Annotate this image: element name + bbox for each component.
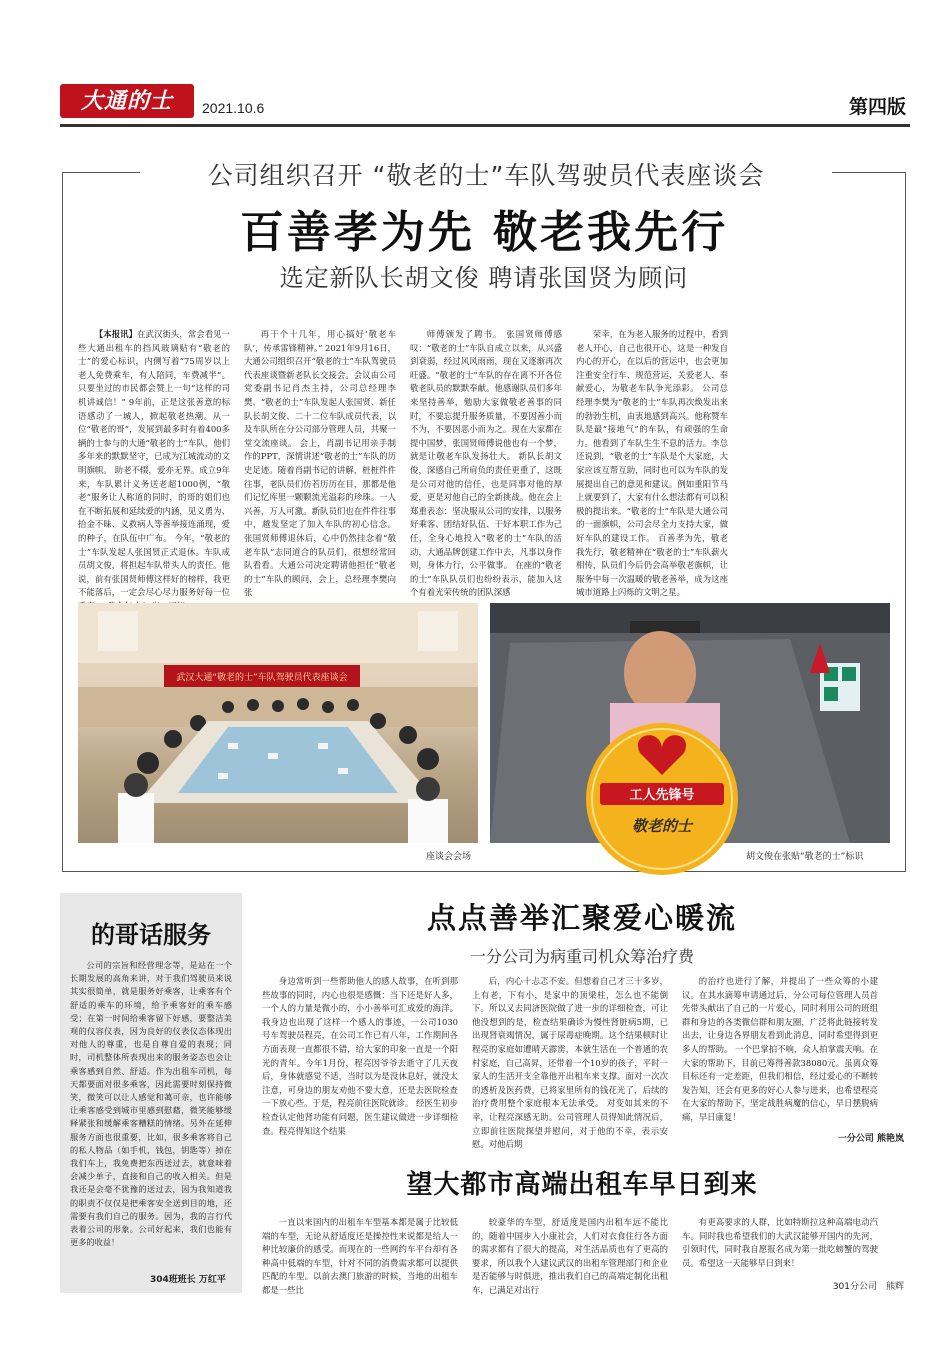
lead-column-3: 师傅颁发了聘书。 张国贤师傅感叹：“敬老的士”车队自成立以来，从兴盛到衰弱，经过风风雨雨，现在又逐渐再次旺盛。“敬老的士”车队的存在离不开各位敬老队员的默默奉献。他感谢队员们多年来坚持善举，勉励大家做敬老善事的同时，不要忘提升服务质量，不要因善小而不为，不要因恶小而为之。现在大家都在提中国梦，张国贤师傅说他也有一个梦，就是让敬老车队发扬壮大。 新队长胡文俊，深感自己所肩负的责任更重了，这既是公司对他的信任，也是同事对他的厚爱，更是对他自己的全新挑战。他在会上郑重表态：坚决服从公司的安排，以服务好乘客、团结好队伍、干好本职工作为己任，全身心地投入“敬老的士”车队的活动，大通品牌创建工作中去，凡事以身作则，身体力行，公平做事。 在座的“敬老的士”车队队员们也纷纷表示，能加入这个有着光荣传统的团队深感 — [410, 329, 562, 598]
sidebar-byline: 304班班长 万红平 — [150, 1275, 226, 1285]
story3-column-2: 较豪华的车型，舒适度是国内出租车远不能比的，随着中国步入小康社会，人们对衣食住行各方面的需求都有了很大的提高，对生活品质也有了更高的要求，所以我个人建议武汉的出租车管理部门和企业是否能够与时俱进，推出我们自己的高端定制化出租车，已满足对出行 — [472, 1217, 668, 1295]
badge-top-text: 工人先锋号 — [629, 788, 695, 803]
lead-headline: 百善孝为先 敬老我先行 — [239, 207, 729, 258]
story2-column-2: 后，内心十忐忑不安。但想着自己才三十多岁，上有老，下有小，是家中的顶梁柱，怎么也不能倒下。所以又去同济医院做了进一步的详细检查，可让他没想到的是，检查结果确诊为慢性肾脏病5期，已出现肾衰竭情况，属于尿毒症晚期。这个结果顿时让程亮的家庭如遭晴天霹雳，本就生活在一个普通的农村家庭，自己高昇，还带着一个10岁的孩子，平时一家人的生活开支全靠他开出租车来支撑。面对一次次的透析及医药费，已将家里所有的钱花光了，后续的治疗费用整个家庭根本无法承受。 对变如其来的不幸，让程亮深感无助。公司管理人员得知此情况后，立即前往医院探望并慰问，对于他的不幸，表示安慰。对他后期 — [472, 976, 668, 1150]
story3-body — [262, 1216, 906, 1300]
edition-label: 第四版 — [848, 96, 906, 118]
lead-kicker: 公司组织召开 “敬老的士”车队驾驶员代表座谈会 — [207, 161, 765, 190]
lead-column-1: 【本报讯】在武汉街头，常会看见一些大通出租车的挡风玻璃贴有“敬老的士”的爱心标识，内侧写着“75周岁以上老人免费乘车，有人陪同，车费减半”。只要坐过的市民都会赞上一句“这样的司机讲诚信！” 9年前，正是这张善意的标语感动了一城人，掀起敬老热潮。从一位“敬老的哥”，发展到最多时有着400多辆的士参与的大通“敬老的士”车队，他们多年来的默默坚守，已成为江城流动的文明旗帜。 助老不辍，爱亦无界。成立9年来，车队累计义务送老超1000例，“敬老”服务让人称道的同时，的哥的姐们也在不断拓展和延续爱的内涵，见义勇为、拾金不昧、义救病人等善举接连涌现，爱的种子，在队伍中广布。 今年，“敬老的士”车队发起人张国贤正式退休。车队成员胡文俊，将担起车队带头人的责任。他说，前有张国贤师傅这样好的榜样，我更不能落后，一定会尽心尽力服务好每一位 — [78, 329, 231, 598]
story3-column-3: 有更高要求的人群，比如特斯拉这种高端电动汽车。同时我也希望我们的大武汉能够开国内的先河，引领时代，同时我自愿报名成为第一批吃螃蟹的驾驶员。希望这一天能够早日到来！ — [682, 1217, 878, 1268]
frame-top-line-left — [62, 172, 140, 173]
story3-column-1: 一直以来国内的出租车车型基本都是属于比较低端的车型，无论从舒适度还是操控性来说都是给人一种比较廉价的感受。而现在的一些网约车平台却有各种高中低端的车型，针对不同的消费需求都可以提供匹配的车型。以前去澳门旅游的时候，当地的出租车都是一些比 — [262, 1217, 458, 1295]
meeting-room-photo — [78, 603, 478, 843]
sidebar-body: 公司的宗旨和经营理念等，是站在一个长期发展的高角来讲，对于我们驾驶员来说其实很简单，就是服务好乘客，让乘客有个舒适的乘车的环境，给予乘客好的乘车感受；在第一时间给乘客留下好感，要整洁美观的仪容仪表，因为良好的仪表仪态体现出对他人的尊重，也是自尊自爱的表现；同时，司机整体所表现出来的服务姿态也会让乘客感到自然、舒适。作为出租车司机，每天都要面对很多乘客，因此需要时刻保持微笑，微笑可以让人感觉和蔼可亲，也许能够让乘客感受到城市里感到慰藉，微笑能够缓释紧张和缓解乘客糟糕的情绪。另外在延伸服务方面也很重要，比如，很多乘客将自己的私人物品（如手机，钱包，钥匙等）掉在我们车上，我免费把东西送过去，就意味着会减少单子，直接和自己的收入相关。但是我还是会毫不犹豫的送过去，因为我知道我的职责不仅仅是把乘客安全送到目的地，还需要有我们自己的服务。因为，我的言行代表着公司的形象。公司好起来，我们也能有更多的收益！ — [70, 960, 232, 1248]
photo1-caption: 座谈会会场 — [426, 852, 472, 862]
sidebar-title: 的哥话服务 — [91, 921, 211, 949]
issue-date: 2021.10.6 — [202, 100, 265, 116]
story3-byline: 301分公司 熊辉 — [832, 1282, 904, 1292]
story3-headline: 望大都市高端出租车早日到来 — [406, 1170, 758, 1200]
badge-bottom-text: 敬老的士 — [631, 817, 693, 835]
newspaper-logo: 大通的士 — [60, 84, 194, 118]
story2-body — [262, 975, 906, 1151]
lead-subhead: 选定新队长胡文俊 聘请张国贤为顾问 — [279, 264, 689, 292]
photo2-caption: 胡文俊在张贴“敬老的士”标识 — [746, 852, 864, 862]
story2-subhead: 一分公司为病重司机众筹治疗费 — [469, 947, 694, 966]
lead-body — [78, 328, 892, 600]
driver-badge-photo — [490, 603, 890, 843]
frame-top-line-right — [832, 172, 906, 173]
story2-byline: 一分公司 熊艳岚 — [837, 1134, 904, 1144]
meeting-banner-text: 武汉大通“敬老的士”车队驾驶员代表座谈会 — [176, 673, 348, 683]
news-tag: 【本报讯】 — [94, 329, 138, 339]
masthead-rule — [60, 124, 910, 127]
masthead — [60, 78, 910, 124]
story2-column-3: 的治疗也进行了解，并提出了一些众筹的小建议。在其水滴筹申请通过后，分公司每位管理人员首先带头献出了自己的一片爱心，同时利用公司的班组群和身边的各类微信群和朋友圈，广泛将此链接转发出去，让身边各界朋友看到此消息，同时希望得到更多人的帮助。 一个巴掌拍不响，众人拍掌震天响。在大家的帮助下，目前已筹得善款38080元。虽离众筹目标还有一定差距，但我们相信，经过爱心的不断转发告知，还会有更多的好心人参与进来，也希望程亮在大家的帮助下，坚定战胜病魔的信心，早日摆脱病痛，早日康复！ — [682, 976, 878, 1122]
lead-column-2: 再干个十几年，用心搞好‘敬老车队’，传承雷锋精神。” 2021年9月16日，大通公司组织召开“敬老的士”车队驾驶员代表座谈暨新老队长交接会。会议由公司党委副书记肖杰主持，公司总经理李樊、“敬老的士”车队发起人张国贤、新任队长胡文俊、二十二位车队成员代表，以及车队所在分公司部分管理人员，共聚一堂交流座谈。 会上，肖副书记用亲手制作的PPT，深情讲述“敬老的士”车队的历史足迹。随着肖副书记的讲解，桩桩件件往事，老队员们仿若历历在目，那都是他们记忆库里一颗颗流光溢彩的珍珠。一人兴善，万人可激。新队员们也在件件往事中，越发坚定了加入车队的初心信念。 张国贤师傅退休后，心中仍然挂念着“敬老车队”志同道合的队员们，很想经常回队看看。大通公司决定聘请他担任“敬老的士”车队的顾问，会上，总经理李樊向张 — [244, 329, 396, 598]
story2-headline: 点点善举汇聚爱心暖流 — [426, 901, 737, 935]
sidebar-column — [60, 893, 242, 1293]
driver-scene-illustration — [490, 603, 890, 843]
lead-column-4: 荣幸，在为老人服务的过程中，看到老人开心，自己也很开心，这是一种发自内心的开心，在以后的营运中，也会更加注重安全行车、规范营运、关爱老人、奉献爱心，为敬老车队争光添彩。 公司总经理李樊为“敬老的士”车队再次焕发出来的勃勃生机，由衷地感到高兴。他称赞车队是最“接地气”的车队，有顽强的生命力。他看到了车队生生不息的活力。李总还说到，“敬老的士”车队是个大家庭，大家应该互帮互助，同时也可以为车队的发展提出自己的意见和建议。例如重阳节马上就要到了，大家有什么想法都有可以积极的提出来。“敬老的士”车队是大通公司的一面旗帜，公司会尽全力支持大家，做好车队的建设工作。 百善孝为先，敬老我先行，敬老精神在“敬老的士”车队薪火相传，队员们今后仍会高举敬老旗帜，让服务中每一次温暖的敬老善举，成为这座城市道路上闪烁的文明之星。 — [576, 329, 728, 598]
story2-column-1: 身边常听到一些帮助他人的感人故事，在听到那些故事的同时，内心也很是感慨：当下还是好人多，一个人的力量是微小的，小小善举可汇成爱的海洋。我身边也出现了这样一个感人的事迹，一公司1030号车驾驶员程亮，在公司工作已有八年，工作期间各方面表现一直都很不错，给大家的印象一直是一个阳光的青年。今年1月份，程亮因爷爷去逝守了几天夜后，身体就感觉不适，当时以为是没休息好，就没太注意，可身边的朋友劝他不要大意，还是去医院检查一下放心些。于是，程亮前往医院就诊。 经医生初步检查认定他肾功能有问题，医生建议做进一步详细检查。程亮得知这个结果 — [262, 976, 458, 1136]
meeting-scene-illustration — [78, 603, 478, 843]
